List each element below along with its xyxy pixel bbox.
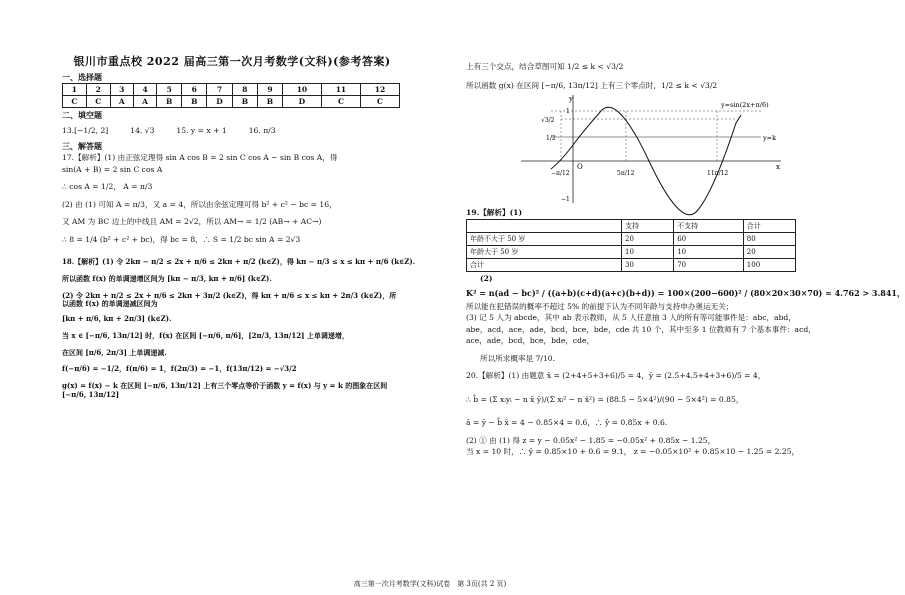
solution-line: f(−π/6) = −1/2，f(π/6) = 1，f(2π/3) = −1，f(13π/12) = −√3/2	[62, 364, 297, 374]
page-title: 银川市重点校 2022 届高三第一次月考数学(文科)(参考答案)	[73, 55, 391, 68]
answer-letters-row	[63, 95, 400, 107]
x-neg-label: −π/12	[551, 169, 570, 177]
answer-number: 5	[157, 83, 182, 95]
table-row	[467, 233, 796, 246]
x-axis-label: x	[776, 162, 780, 171]
section-solve: 三、解答题	[62, 141, 102, 152]
sqrt3-label: √3/2	[541, 116, 555, 124]
solution-line: 17.【解析】(1) 由正弦定理得 sin A cos B = 2 sin C cos A − sin B cos A，得	[62, 153, 338, 163]
right-column	[466, 0, 905, 459]
fill-answer: 16. π/3	[248, 125, 276, 135]
table-cell: 年龄大于 50 岁	[467, 246, 622, 259]
solution-line: â = ȳ − b̂ x̄ = 4 − 0.85×4 = 0.6，∴ ŷ = 0.85x + 0.6.	[466, 418, 668, 428]
solution-line: 19.【解析】(1)	[466, 207, 523, 217]
y-axis-label: y	[569, 94, 573, 103]
answer-number: 1	[63, 83, 87, 95]
solution-line: ∴ b̂ = (Σ xᵢyᵢ − n x̄ ȳ)/(Σ xᵢ² − n x̄²) = (88.5 − 5×4²)/(90 − 5×4²) = 0.85，	[466, 394, 744, 404]
solution-line: g(x) = f(x) − k 在区间 [−π/6, 13π/12] 上有三个零点等价于函数 y = f(x) 与 y = k 的图象在区间 [−π/6, 13π/12]	[62, 381, 388, 399]
fill-answer: 14. √3	[130, 125, 155, 135]
solution-line: 当 x ∈ [−π/6, 13π/12] 时，f(x) 在区间 [−π/6, π/6]，[2π/3, 13π/12] 上单调递增，	[62, 330, 349, 340]
curve-label: y=sin(2x+π/6)	[721, 100, 769, 109]
table-cell: 80	[743, 233, 795, 246]
answer-number: 6	[182, 83, 207, 95]
solution-line: (3) 记 5 人为 abcde，其中 ab 表示教师，从 5 人任意抽 3 人的所有等可能事件是：abc，abd，	[466, 313, 796, 323]
answer-number: 11	[321, 83, 360, 95]
answer-letter: A	[110, 95, 133, 107]
x-5pi-label: 5π/12	[617, 169, 635, 177]
answer-letter: B	[182, 95, 207, 107]
answer-letter: D	[207, 95, 233, 107]
table-cell: 70	[674, 259, 744, 272]
answer-letter: B	[232, 95, 257, 107]
table-cell: 年龄不大于 50 岁	[467, 233, 622, 246]
k2-formula: K² = n(ad − bc)² / ((a+b)(c+d)(a+c)(b+d)) = 100×(200−600)² / (80×20×30×70) ≈ 4.762 > 3.841，	[466, 287, 905, 298]
solution-line: (2)	[480, 274, 493, 284]
answer-number: 9	[257, 83, 282, 95]
x-11pi-label: 11π/12	[707, 169, 729, 177]
contingency-table	[466, 219, 796, 272]
table-cell: 不支持	[674, 220, 744, 233]
table-cell: 合计	[743, 220, 795, 233]
table-cell: 30	[622, 259, 674, 272]
answer-letter: C	[63, 95, 87, 107]
fill-answer: 13.[−1/2, 2]	[62, 125, 109, 135]
answer-letter: C	[360, 95, 399, 107]
minus-one-label: −1	[561, 195, 570, 203]
solution-line: 又 AM 为 BC 边上的中线且 AM = 2√2，所以 AM→ = 1/2 (AB→ + AC→)	[62, 217, 322, 227]
origin-label: O	[577, 162, 583, 171]
answer-number: 4	[133, 83, 156, 95]
line-label: y=k	[763, 133, 777, 142]
table-cell: 10	[622, 246, 674, 259]
solution-line: 所以所求概率是 7/10.	[480, 353, 556, 363]
solution-line: sin(A + B) = 2 sin C cos A	[62, 164, 163, 174]
solution-line: abe，acd，ace，ade，bcd，bce，bde，cde 共 10 个，其中至多 1 位教师有 7 个基本事件：acd，	[466, 324, 816, 334]
table-row	[467, 220, 796, 233]
table-cell: 支持	[622, 220, 674, 233]
solution-line: 在区间 [π/6, 2π/3] 上单调递减.	[62, 347, 167, 357]
solution-line: [kπ + π/6, kπ + 2π/3] (k∈Z).	[62, 314, 172, 324]
solution-line: (2) ① 由 (1) 得 z = y − 0.05x² − 1.85 = −0.05x² + 0.85x − 1.25，	[466, 435, 716, 445]
answer-letter: C	[321, 95, 360, 107]
answer-letter: A	[133, 95, 156, 107]
table-row	[467, 259, 796, 272]
table-cell: 20	[743, 246, 795, 259]
answer-letter: C	[86, 95, 110, 107]
solution-line: (2) 令 2kπ + π/2 ≤ 2x + π/6 ≤ 2kπ + 3π/2 (k∈Z)，得 kπ + π/6 ≤ x ≤ kπ + 2π/3 (k∈Z)，所以函数 f(x) 的单调递减区间为	[62, 290, 397, 309]
half-label: 1/2	[546, 134, 556, 142]
table-cell: 60	[674, 233, 744, 246]
answer-letter: D	[282, 95, 321, 107]
answer-number: 3	[110, 83, 133, 95]
page-footer: 高三第一次月考数学(文科)试卷 第 3页(共 2 页)	[353, 580, 507, 588]
fill-answer: 15. y = x + 1	[176, 125, 227, 135]
answer-number: 12	[360, 83, 399, 95]
answer-numbers-row	[63, 83, 400, 95]
answer-table	[62, 83, 400, 108]
table-cell: 100	[743, 259, 795, 272]
solution-line: 所以函数 f(x) 的单调递增区间为 [kπ − π/3, kπ + π/6] (k∈Z).	[62, 273, 272, 283]
solution-line: 20.【解析】(1) 由题意 x̄ = (2+4+5+3+6)/5 = 4，ȳ = (2.5+4.5+4+3+6)/5 = 4，	[466, 371, 766, 381]
left-column	[62, 0, 416, 402]
table-cell	[467, 220, 622, 233]
fill-answers	[62, 126, 402, 135]
table-row	[467, 246, 796, 259]
table-cell: 10	[674, 246, 744, 259]
answer-number: 10	[282, 83, 321, 95]
solution-line: 18.【解析】(1) 令 2kπ − π/2 ≤ 2x + π/6 ≤ 2kπ + π/2 (k∈Z)，得 kπ − π/3 ≤ x ≤ kπ + π/6 (k∈Z).	[62, 257, 416, 267]
table-cell: 合计	[467, 259, 622, 272]
one-label: 1	[566, 107, 570, 115]
solution-line: ∴ 8 = 1/4 (b² + c² + bc)，得 bc = 8，∴ S = 1/2 bc sin A = 2√3	[62, 234, 301, 244]
answer-letter: B	[257, 95, 282, 107]
sine-graph	[521, 93, 801, 208]
section-fill: 二、填空题	[62, 109, 102, 120]
answer-number: 2	[86, 83, 110, 95]
solution-line: 当 x = 10 时，∴ ŷ = 0.85×10 + 0.6 = 9.1， z = −0.05×10² + 0.85×10 − 1.25 = 2.25，	[466, 447, 800, 457]
section-choice: 一、选择题	[62, 71, 102, 82]
solution-line: 上有三个交点，结合草图可知 1/2 ≤ k < √3/2	[466, 62, 624, 71]
answer-number: 7	[207, 83, 233, 95]
solution-line: ∴ cos A = 1/2， A = π/3	[62, 182, 153, 192]
solution-line: ace，ade，bcd，bce，bde，cde，	[466, 336, 595, 346]
table-cell: 20	[622, 233, 674, 246]
answer-letter: B	[157, 95, 182, 107]
solution-line: 所以能在犯错误的概率不超过 5% 的前提下认为不同年龄与支持申办奥运无关；	[466, 301, 734, 311]
answer-number: 8	[232, 83, 257, 95]
solution-line: 所以函数 g(x) 在区间 [−π/6, 13π/12] 上有三个零点时，1/2 ≤ k < √3/2	[466, 81, 718, 91]
solution-line: (2) 由 (1) 可知 A = π/3，又 a = 4，所以由余弦定理可得 b² + c² − bc = 16，	[62, 199, 337, 209]
